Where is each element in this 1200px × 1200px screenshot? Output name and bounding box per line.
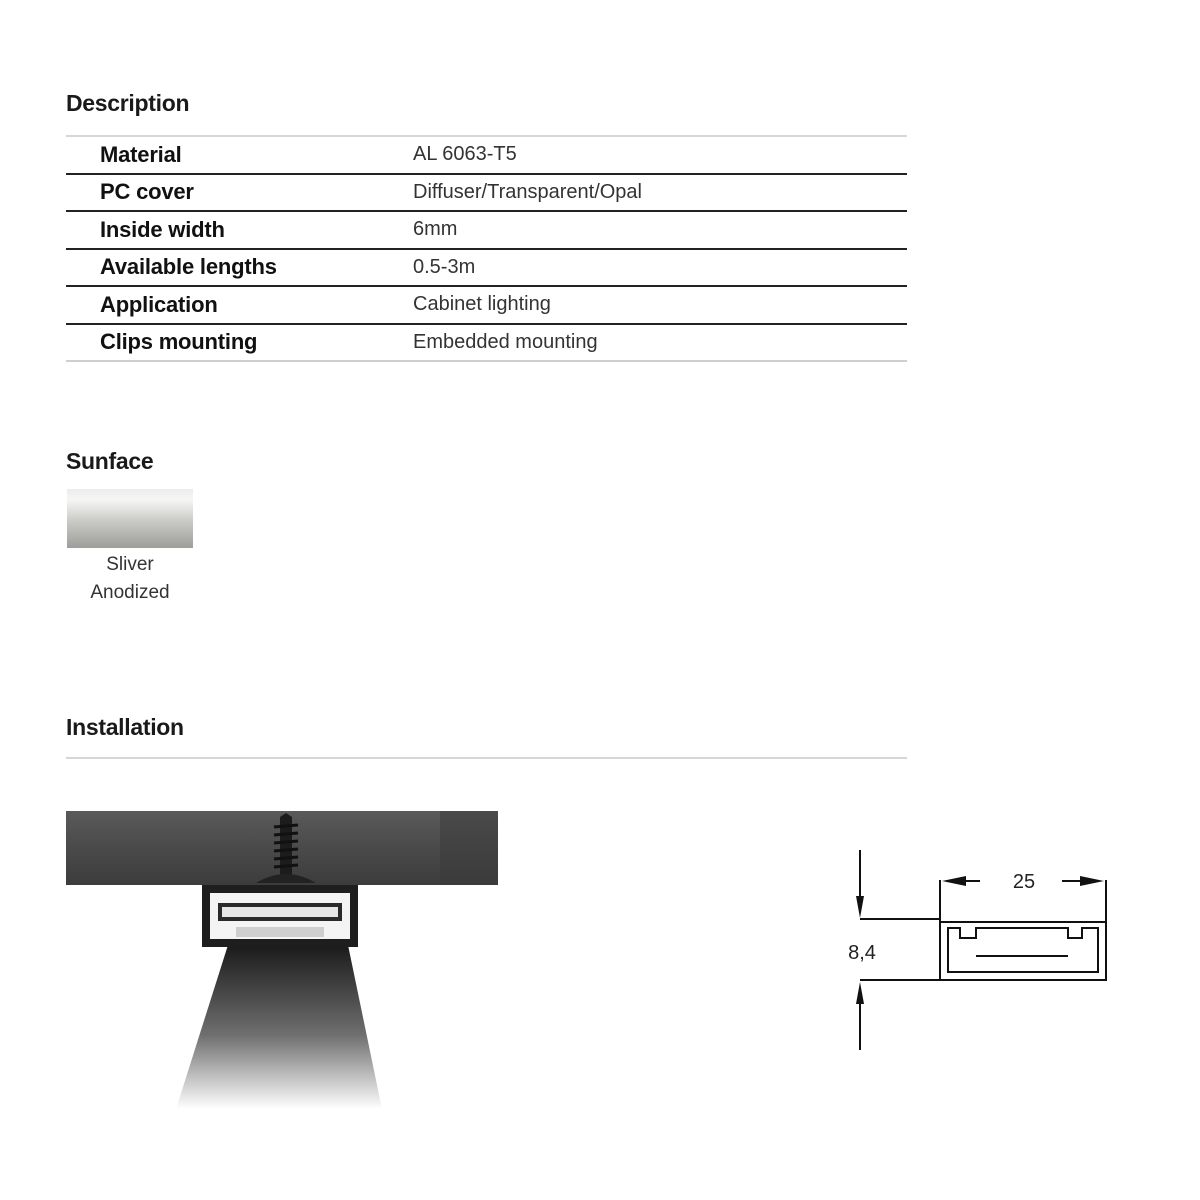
table-row: [66, 249, 907, 287]
swatch-label-line2: Anodized: [90, 582, 170, 603]
table-row: [66, 174, 907, 212]
table-row: [66, 286, 907, 324]
swatch-label-line1: Sliver: [106, 554, 154, 575]
light-beam: [176, 945, 382, 1109]
description-heading: Description: [66, 90, 190, 116]
spec-label: Material: [66, 137, 413, 174]
spec-value: Cabinet lighting: [413, 286, 907, 324]
spec-label: Inside width: [66, 211, 413, 249]
spec-value: AL 6063-T5: [413, 137, 907, 174]
spec-label: PC cover: [66, 174, 413, 212]
dimension-height-label: 8,4: [848, 942, 876, 964]
spec-value: Diffuser/Transparent/Opal: [413, 174, 907, 212]
surface-heading: Sunface: [66, 448, 154, 474]
spec-value: Embedded mounting: [413, 324, 907, 362]
installation-illustration: [60, 805, 510, 1115]
led-profile-icon: [202, 885, 358, 947]
spec-label: Available lengths: [66, 249, 413, 287]
spec-table: [66, 137, 907, 362]
spec-label: Clips mounting: [66, 324, 413, 362]
table-row: [66, 211, 907, 249]
installation-heading: Installation: [66, 714, 184, 740]
swatch-label: [60, 551, 200, 607]
spec-label: Application: [66, 286, 413, 324]
silver-anodized-swatch: [67, 489, 193, 548]
table-row: [66, 137, 907, 174]
profile-dimension-drawing: [830, 840, 1130, 1060]
table-row: [66, 324, 907, 362]
spec-value: 6mm: [413, 211, 907, 249]
spec-value: 0.5-3m: [413, 249, 907, 287]
table-top-divider: [66, 135, 907, 137]
dimension-width-label: 25: [1012, 871, 1036, 893]
installation-divider: [66, 757, 907, 759]
